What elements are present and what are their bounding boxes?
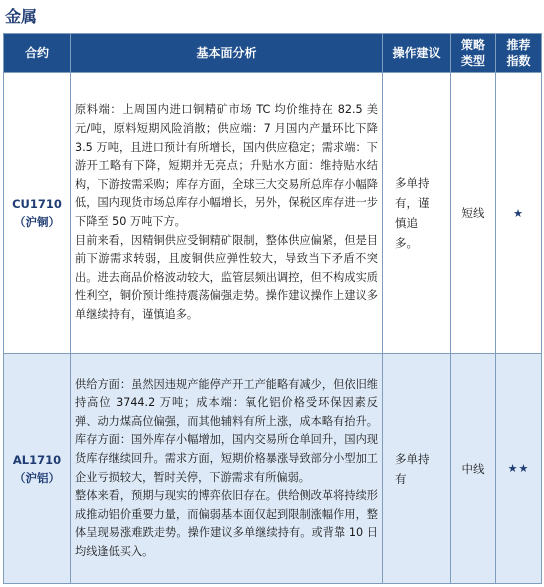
rating-stars: ★ [496,73,542,354]
header-rating: 推荐指数 [496,34,542,73]
strategy-type-cell: 短线 [451,73,496,354]
strategy-type-cell: 中线 [451,354,496,584]
table-row-cu [4,73,542,354]
analysis-paragraph: 供给方面：虽然因违规产能停产开工产能略有减少，但依旧维持高位 3744.2 万吨；成本端：氧化铝价格受环保因素反弹、动力煤高位偏强，而其他辅料有所上涨，成本略有抬升。库存方面：国外库存小幅增加，国内交易所仓单回升，国内现货库存继续回升。需求方面，短期价格暴涨导致部分小型加工企业亏损较大，暂时关停，下游需求有所偏弱。 [75,377,378,484]
advice-cell: 多单持有 [383,354,451,584]
table-header-row [4,34,542,73]
analysis-cell [71,73,383,354]
header-analysis: 基本面分析 [71,34,383,73]
contract-code: AL1710 [12,452,62,467]
contract-cell [4,354,71,584]
analysis-paragraph: 原料端：上周国内进口铜精矿市场 TC 均价维持在 82.5 美元/吨，原料短期风险消散；供应端：7 月国内产量环比下降 3.5 万吨，且进口预计有所增长，国内供应稳定；需求端：下游开工略有下降，短期并无亮点；升贴水方面：维持贴水结构，下游按需采购；库存方面，全球三大交易所总库存小幅降低，国内现货市场总库存小幅增长，另外，保税区库存进一步下降至 50 万吨下方。 [75,103,378,228]
contract-name: （沪铝） [14,470,60,485]
contract-code: CU1710 [12,197,62,211]
rating-stars: ★★ [496,354,542,584]
contract-cell [4,73,71,354]
advice-cell: 多单持有，谨慎追多。 [383,73,451,354]
header-type: 策略类型 [451,34,496,73]
header-contract: 合约 [4,34,71,73]
section-title: 金属 [5,7,38,26]
table-row-al [4,354,542,584]
header-advice: 操作建议 [383,34,451,73]
strategy-table [3,33,542,584]
analysis-cell [71,354,383,584]
analysis-paragraph: 整体来看，预期与现实的博弈依旧存在。供给侧改革将持续形成推动铝价重要力量，而偏弱基本面仅起到限制涨幅作用，整体呈现易涨难跌走势。操作建议多单继续持有。或背靠 10 日均线逢低买入。 [75,489,378,558]
contract-name: （沪铜） [14,215,60,229]
analysis-paragraph: 目前来看，因精铜供应受铜精矿限制，整体供应偏紧，但是目前下游需求转弱，且废铜供应弹性较大，导致当下矛盾不突出。进去商品价格波动较大，监管层频出调控，但不构成实质性利空，铜价预计维持震荡偏强走势。操作建议操作上建议多单继续持有，谨慎追多。 [75,233,378,321]
